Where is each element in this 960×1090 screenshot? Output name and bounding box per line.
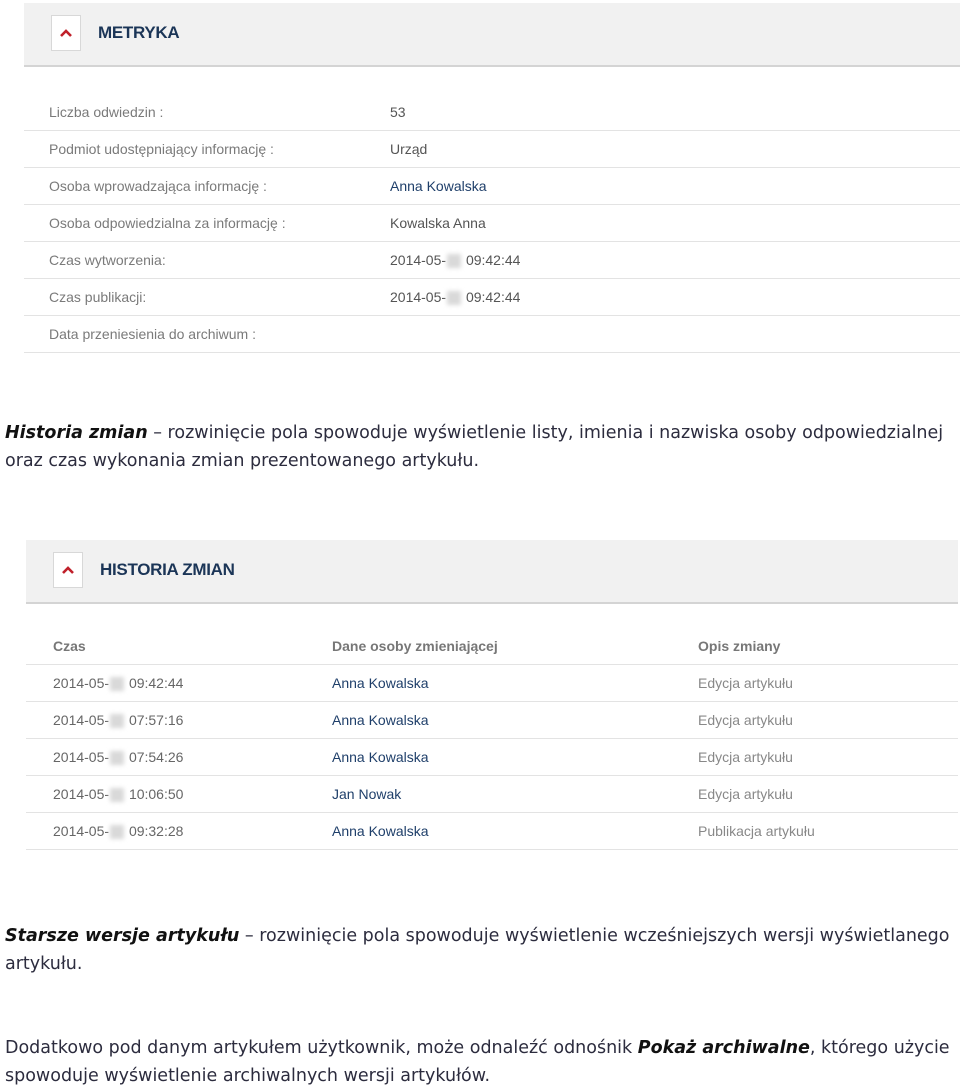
table-row — [26, 739, 958, 776]
time-text: 09:42:44 — [128, 674, 184, 691]
meta-label: Podmiot udostępniający informację : — [49, 141, 274, 157]
time-cell — [26, 675, 332, 691]
desc-cell: Edycja artykułu — [698, 749, 793, 765]
redacted-day — [447, 291, 461, 305]
metryka-panel — [24, 3, 960, 353]
time-text: 09:42:44 — [465, 251, 521, 268]
date-text: 2014-05- — [390, 288, 447, 305]
meta-row-published — [24, 279, 960, 316]
metryka-list — [24, 94, 960, 353]
desc-cell: Edycja artykułu — [698, 675, 793, 691]
meta-value — [390, 252, 520, 268]
user-link[interactable]: Anna Kowalska — [332, 749, 429, 765]
pokaz-archiwalne-term: Pokaż archiwalne — [637, 1038, 810, 1058]
historia-text: – rozwinięcie pola spowoduje wyświetlenie listy, imienia i nazwiska osoby odpowiedzialnej oraz czas wykonania zmian prezentowanego artykułu. — [5, 423, 944, 471]
time-text: 07:57:16 — [128, 711, 184, 728]
historia-table — [26, 628, 958, 850]
meta-label: Data przeniesienia do archiwum : — [49, 326, 256, 342]
user-link[interactable]: Anna Kowalska — [332, 823, 429, 839]
redacted-day — [110, 751, 124, 765]
historia-title: HISTORIA ZMIAN — [100, 560, 235, 579]
redacted-day — [110, 825, 124, 839]
meta-value: Urząd — [390, 141, 428, 157]
redacted-day — [110, 788, 124, 802]
starsze-description — [5, 922, 955, 978]
redacted-day — [110, 714, 124, 728]
meta-row-responsible — [24, 205, 960, 242]
table-row — [26, 776, 958, 813]
starsze-term: Starsze wersje artykułu — [5, 926, 240, 946]
desc-cell: Edycja artykułu — [698, 712, 793, 728]
table-row — [26, 665, 958, 702]
table-header-row — [26, 628, 958, 665]
chevron-up-icon — [59, 28, 73, 38]
historia-description — [5, 419, 955, 475]
time-cell — [26, 749, 332, 765]
date-text: 2014-05- — [53, 748, 110, 765]
desc-cell: Edycja artykułu — [698, 786, 793, 802]
metryka-collapse-button[interactable] — [51, 15, 81, 51]
meta-value: 53 — [390, 104, 406, 120]
historia-collapse-button[interactable] — [53, 552, 83, 588]
column-header-user: Dane osoby zmieniającej — [332, 638, 498, 654]
dodatkowo-paragraph — [5, 1034, 955, 1090]
redacted-day — [447, 254, 461, 268]
metryka-header — [24, 3, 960, 67]
date-text: 2014-05- — [390, 251, 447, 268]
meta-row-created — [24, 242, 960, 279]
meta-row-archive — [24, 316, 960, 353]
redacted-day — [110, 677, 124, 691]
time-text: 07:54:26 — [128, 748, 184, 765]
meta-label: Osoba wprowadzająca informację : — [49, 178, 267, 194]
table-row — [26, 813, 958, 850]
meta-value — [390, 289, 520, 305]
user-link[interactable]: Anna Kowalska — [332, 712, 429, 728]
date-text: 2014-05- — [53, 822, 110, 839]
historia-header — [26, 540, 958, 604]
meta-label: Czas publikacji: — [49, 289, 147, 305]
time-text: 09:42:44 — [465, 288, 521, 305]
meta-row-publisher — [24, 131, 960, 168]
starsze-text: – rozwinięcie pola spowoduje wyświetlenie wcześniejszych wersji wyświetlanego artykułu. — [5, 926, 950, 974]
time-cell — [26, 823, 332, 839]
historia-panel — [26, 540, 958, 850]
dodatkowo-after: , którego użycie spowoduje wyświetlenie archiwalnych wersji artykułów. — [5, 1038, 950, 1086]
time-cell — [26, 786, 332, 802]
chevron-up-icon — [61, 565, 75, 575]
meta-label: Liczba odwiedzin : — [49, 104, 164, 120]
meta-label: Czas wytworzenia: — [49, 252, 166, 268]
date-text: 2014-05- — [53, 711, 110, 728]
column-header-desc: Opis zmiany — [698, 638, 781, 654]
desc-cell: Publikacja artykułu — [698, 823, 815, 839]
meta-value: Kowalska Anna — [390, 215, 486, 231]
meta-row-visits — [24, 94, 960, 131]
time-text: 10:06:50 — [128, 785, 184, 802]
historia-term: Historia zmian — [5, 423, 148, 443]
author-link[interactable]: Anna Kowalska — [390, 178, 487, 194]
dodatkowo-before: Dodatkowo pod danym artykułem użytkownik, może odnaleźć odnośnik — [5, 1038, 638, 1058]
time-cell — [26, 712, 332, 728]
metryka-title: METRYKA — [98, 23, 180, 42]
time-text: 09:32:28 — [128, 822, 184, 839]
table-row — [26, 702, 958, 739]
column-header-time: Czas — [53, 638, 86, 654]
date-text: 2014-05- — [53, 785, 110, 802]
user-link[interactable]: Anna Kowalska — [332, 675, 429, 691]
date-text: 2014-05- — [53, 674, 110, 691]
user-link[interactable]: Jan Nowak — [332, 786, 402, 802]
meta-row-author — [24, 168, 960, 205]
meta-label: Osoba odpowiedzialna za informację : — [49, 215, 286, 231]
